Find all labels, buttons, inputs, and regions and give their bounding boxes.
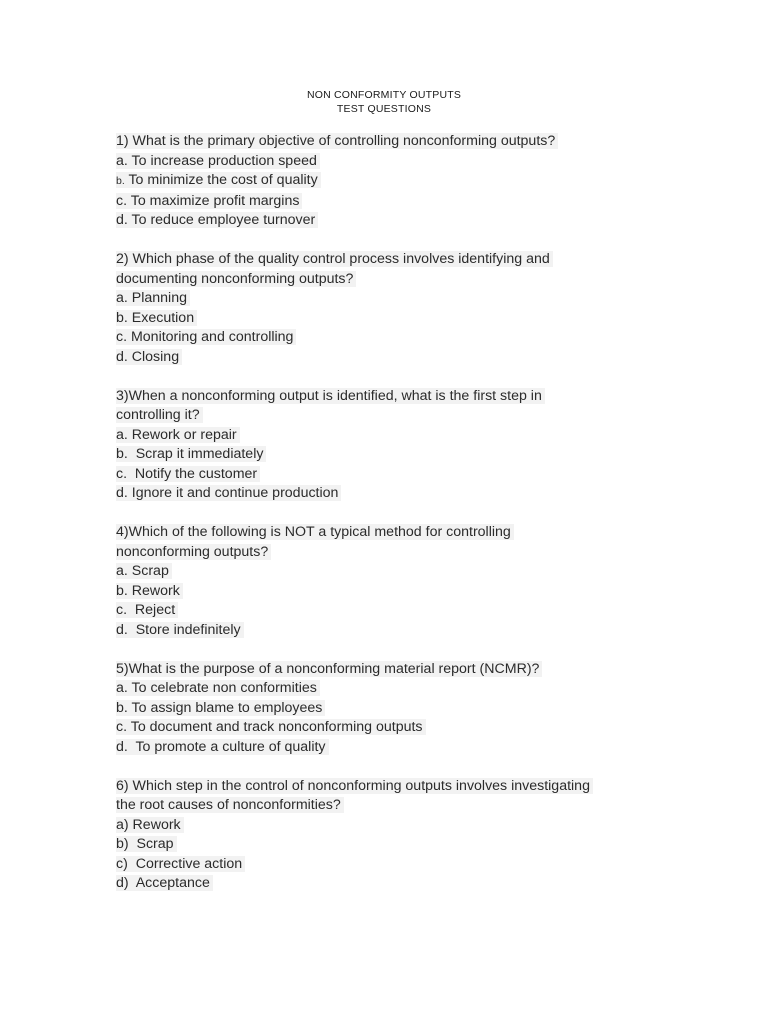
document-subtitle: TEST QUESTIONS: [336, 103, 432, 115]
question-3-option-c: c. Notify the customer: [116, 466, 260, 482]
question-3: [116, 387, 676, 504]
question-1: [116, 132, 676, 231]
question-1-option-c: c. To maximize profit margins: [116, 193, 302, 209]
question-2: [116, 250, 676, 367]
question-2-text-line-2: documenting nonconforming outputs?: [116, 271, 356, 287]
question-3-option-d: d. Ignore it and continue production: [116, 485, 341, 501]
question-4-text-line-1: 4)Which of the following is NOT a typical method for controlling: [116, 524, 514, 540]
question-6-option-d: d) Acceptance: [116, 875, 213, 891]
question-5-option-b: b. To assign blame to employees: [116, 700, 325, 716]
question-4: [116, 523, 676, 640]
question-3-option-a: a. Rework or repair: [116, 427, 240, 443]
question-list: [116, 132, 676, 913]
question-5-text: 5)What is the purpose of a nonconforming material report (NCMR)?: [116, 661, 542, 677]
document-title: NON CONFORMITY OUTPUTS: [306, 89, 462, 101]
question-2-option-d: d. Closing: [116, 349, 182, 365]
question-6-option-b: b) Scrap: [116, 836, 177, 852]
question-6-text-line-1: 6) Which step in the control of nonconforming outputs involves investigating: [116, 778, 593, 794]
question-5-option-a: a. To celebrate non conformities: [116, 680, 320, 696]
question-3-option-b: b. Scrap it immediately: [116, 446, 266, 462]
question-4-option-b: b. Rework: [116, 583, 183, 599]
question-1-option-b: [116, 172, 321, 188]
question-4-option-d: d. Store indefinitely: [116, 622, 244, 638]
question-6-option-c: c) Corrective action: [116, 856, 245, 872]
question-2-option-c: c. Monitoring and controlling: [116, 329, 296, 345]
question-4-text-line-2: nonconforming outputs?: [116, 544, 271, 560]
question-2-option-b: b. Execution: [116, 310, 197, 326]
question-5-option-c: c. To document and track nonconforming outputs: [116, 719, 426, 735]
question-6: [116, 777, 676, 894]
question-3-text-line-1: 3)When a nonconforming output is identified, what is the first step in: [116, 388, 545, 404]
question-6-text-line-2: the root causes of nonconformities?: [116, 797, 344, 813]
question-4-option-a: a. Scrap: [116, 563, 172, 579]
question-6-option-a: a) Rework: [116, 817, 184, 833]
question-3-text-line-2: controlling it?: [116, 407, 203, 423]
option-b-prefix: b.: [116, 175, 125, 187]
question-1-option-b-text: To minimize the cost of quality: [128, 172, 318, 188]
document-header: [0, 88, 768, 116]
question-1-option-a: a. To increase production speed: [116, 153, 320, 169]
question-1-option-d: d. To reduce employee turnover: [116, 212, 318, 228]
question-5-option-d: d. To promote a culture of quality: [116, 739, 329, 755]
question-4-option-c: c. Reject: [116, 602, 178, 618]
question-2-option-a: a. Planning: [116, 290, 190, 306]
question-5: [116, 660, 676, 758]
question-1-text: 1) What is the primary objective of controlling nonconforming outputs?: [116, 133, 558, 149]
question-2-text-line-1: 2) Which phase of the quality control process involves identifying and: [116, 251, 553, 267]
